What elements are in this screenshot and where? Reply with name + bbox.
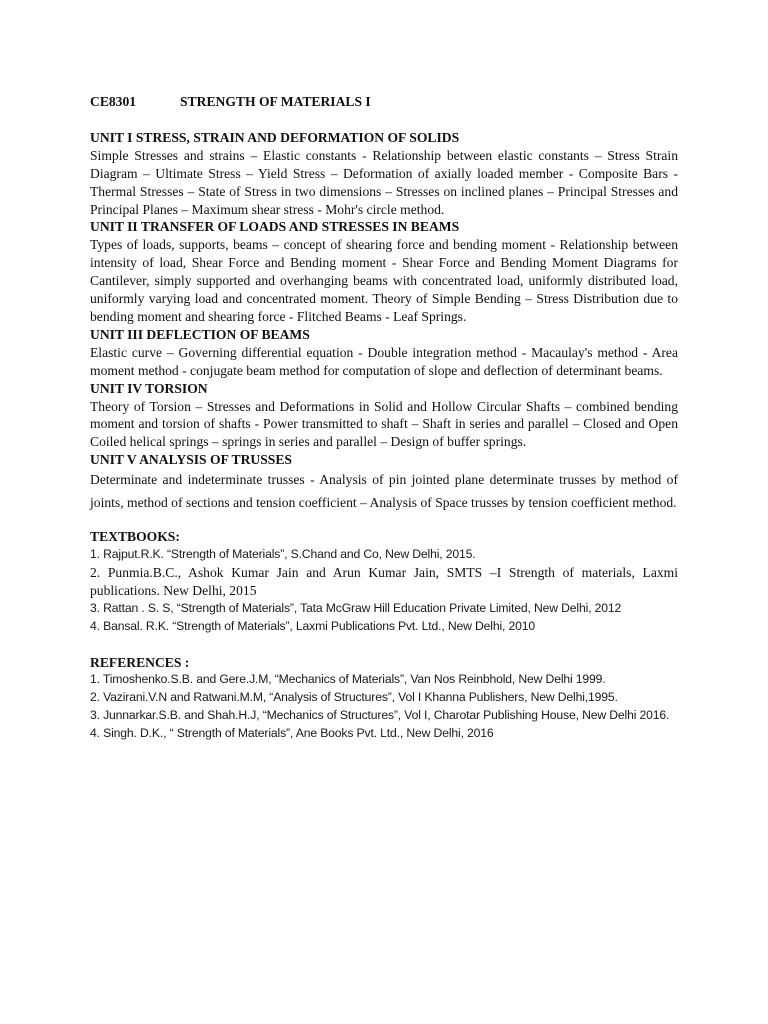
references-section [90, 654, 678, 744]
reference-item: 1. Timoshenko.S.B. and Gere.J.M, “Mechanics of Materials”, Van Nos Reinbhold, New Delhi 1999. [90, 672, 606, 687]
textbook-item: 1. Rajput.R.K. “Strength of Materials”, S.Chand and Co, New Delhi, 2015. [90, 547, 476, 562]
course-title-line [90, 93, 678, 111]
textbook-item: 4. Bansal. R.K. “Strength of Materials”, Laxmi Publications Pvt. Ltd., New Delhi, 2010 [90, 618, 536, 633]
unit-1-heading: UNIT I STRESS, STRAIN AND DEFORMATION OF SOLIDS [90, 129, 460, 145]
textbooks-heading: TEXTBOOKS: [90, 529, 180, 545]
course-code: CE8301 [90, 94, 137, 109]
course-title: STRENGTH OF MATERIALS I [180, 94, 371, 109]
unit-2-heading: UNIT II TRANSFER OF LOADS AND STRESSES IN BEAMS [90, 219, 460, 235]
unit-3-section [90, 326, 678, 380]
textbook-item: 3. Rattan . S. S, “Strength of Materials”, Tata McGraw Hill Education Private Limited, New Delhi, 2012 [90, 600, 622, 615]
unit-5-heading: UNIT V ANALYSIS OF TRUSSES [90, 452, 292, 468]
reference-item: 4. Singh. D.K., “ Strength of Materials”, Ane Books Pvt. Ltd., New Delhi, 2016 [90, 726, 494, 741]
textbooks-list [90, 546, 678, 636]
reference-item: 3. Junnarkar.S.B. and Shah.H.J, “Mechanics of Structures”, Vol I, Charotar Publishing House, New Delhi 2016. [90, 708, 670, 723]
reference-item: 2. Vazirani.V.N and Ratwani.M.M, “Analysis of Structures”, Vol I Khanna Publishers, New Delhi,1995. [90, 690, 618, 705]
unit-1-body: Simple Stresses and strains – Elastic constants - Relationship between elastic constants – Stress Strain Diagram – Ultimate Stress – Yield Stress – Deformation of axially loaded member - Composite Bars - Thermal Stresses – State of Stress in two dimensions – Stresses on inclined planes – Principal Stresses and Principal Planes – Maximum shear stress - Mohr's circle method. [90, 147, 678, 217]
textbooks-section [90, 528, 678, 635]
unit-4-section [90, 380, 678, 452]
unit-5-body: Determinate and indeterminate trusses - Analysis of pin jointed plane determinate trusses by method of joints, method of sections and tension coefficient – Analysis of Space trusses by tension coefficient method. [90, 472, 678, 510]
syllabus-page [90, 93, 678, 743]
unit-5-section [90, 451, 678, 514]
references-list [90, 671, 678, 743]
references-heading: REFERENCES : [90, 654, 190, 670]
textbook-item: 2. Punmia.B.C., Ashok Kumar Jain and Arun Kumar Jain, SMTS –I Strength of materials, Laxmi publications. New Delhi, 2015 [90, 564, 678, 598]
unit-3-heading: UNIT III DEFLECTION OF BEAMS [90, 326, 310, 342]
unit-4-body: Theory of Torsion – Stresses and Deformations in Solid and Hollow Circular Shafts – combined bending moment and torsion of shafts - Power transmitted to shaft – Shaft in series and parallel – Closed and Open Coiled helical springs – springs in series and parallel – Design of buffer springs. [90, 398, 678, 450]
unit-2-body: Types of loads, supports, beams – concept of shearing force and bending moment - Relationship between intensity of load, Shear Force and Bending moment - Shear Force and Bending Moment Diagrams for Cantilever, simply supported and overhanging beams with concentrated load, uniformly distributed load, uniformly varying load and concentrated moment. Theory of Simple Bending – Stress Distribution due to bending moment and shearing force - Flitched Beams - Leaf Springs. [90, 237, 678, 324]
unit-3-body: Elastic curve – Governing differential equation - Double integration method - Macaulay's method - Area moment method - conjugate beam method for computation of slope and deflection of determinant beams. [90, 344, 678, 378]
unit-1-section [90, 129, 678, 219]
unit-2-section [90, 218, 678, 325]
unit-4-heading: UNIT IV TORSION [90, 380, 208, 396]
